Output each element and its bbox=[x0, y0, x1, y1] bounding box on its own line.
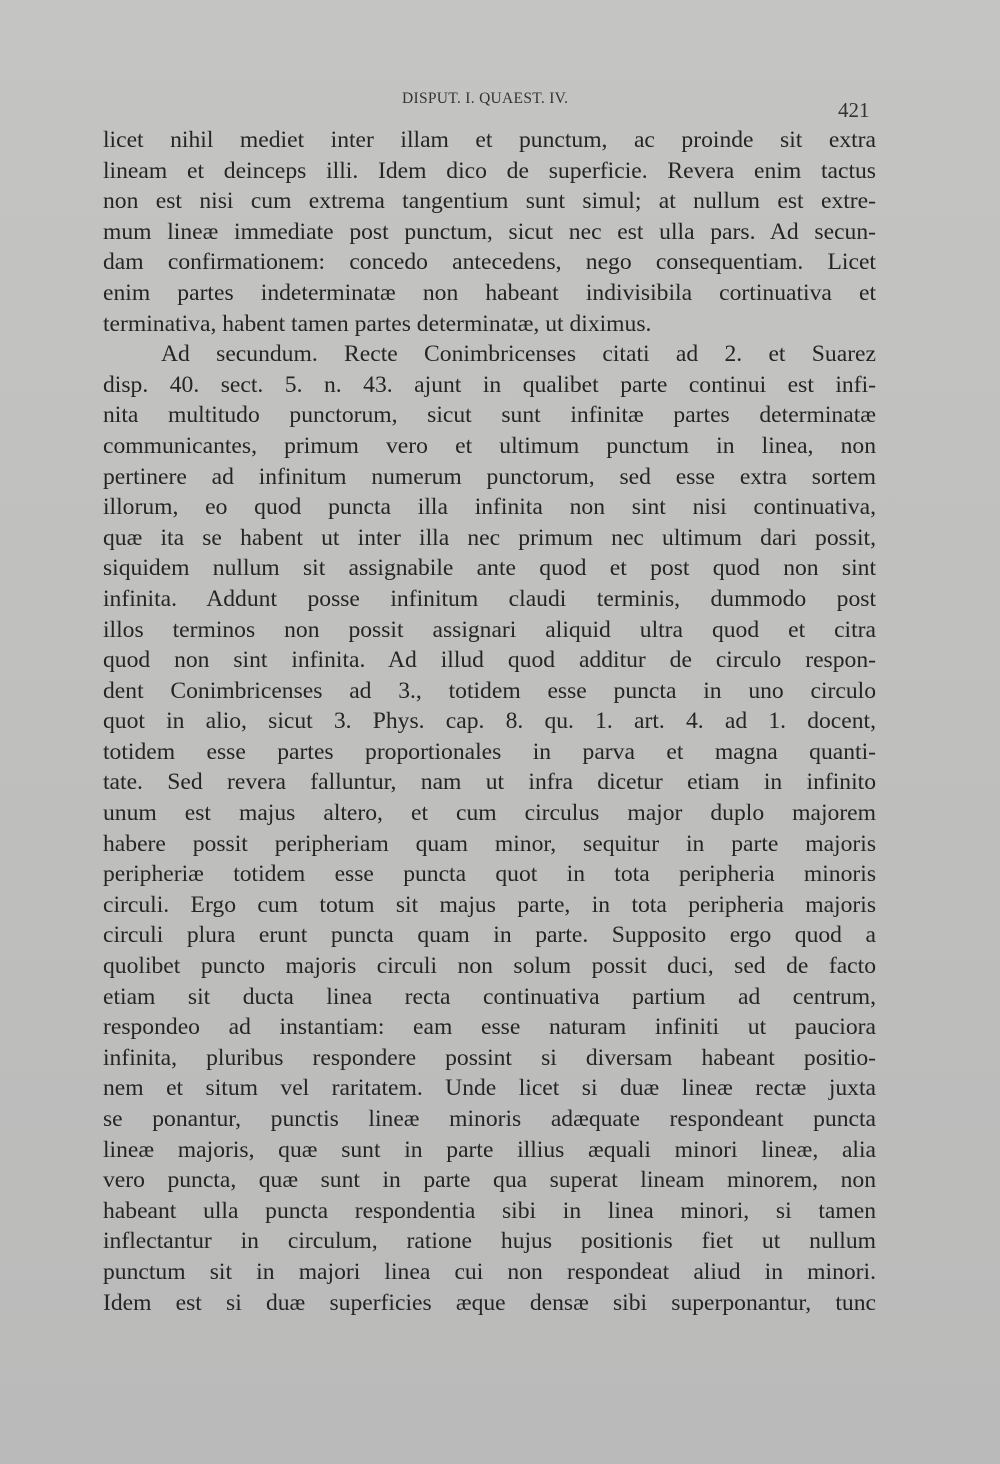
text-line: quot in alio, sicut 3. Phys. cap. 8. qu. 1. art. 4. ad 1. docent, bbox=[103, 708, 876, 735]
text-line: quod non sint infinita. Ad illud quod additur de circulo respon- bbox=[103, 647, 876, 674]
text-line: dent Conimbricenses ad 3., totidem esse puncta in uno circulo bbox=[103, 677, 876, 704]
text-line: infinita, pluribus respondere possint si diversam habeant positio- bbox=[103, 1044, 876, 1071]
text-line: Ad secundum. Recte Conimbricenses citati ad 2. et Suarez bbox=[161, 341, 876, 368]
text-line: punctum sit in majori linea cui non respondeat aliud in minori. bbox=[103, 1258, 876, 1285]
text-line: etiam sit ducta linea recta continuativa partium ad centrum, bbox=[103, 983, 876, 1010]
text-line: inflectantur in circulum, ratione hujus positionis fiet ut nullum bbox=[103, 1228, 876, 1255]
text-line: siquidem nullum sit assignabile ante quod et post quod non sint bbox=[103, 555, 876, 582]
page-number: 421 bbox=[838, 98, 870, 122]
text-line: licet nihil mediet inter illam et punctum, ac proinde sit extra bbox=[103, 127, 876, 153]
text-line: mum lineæ immediate post punctum, sicut nec est ulla pars. Ad secun- bbox=[103, 218, 876, 245]
running-head: DISPUT. I. QUAEST. IV. bbox=[402, 90, 569, 107]
text-line: habere possit peripheriam quam minor, sequitur in parte majoris bbox=[103, 830, 876, 857]
text-line: illos terminos non possit assignari aliquid ultra quod et citra bbox=[103, 616, 876, 643]
text-line: non est nisi cum extrema tangentium sunt simul; at nullum est extre- bbox=[103, 188, 876, 215]
text-line: pertinere ad infinitum numerum punctorum, sed esse extra sortem bbox=[103, 463, 876, 490]
text-line: enim partes indeterminatæ non habeant indivisibila cortinuativa et bbox=[103, 279, 876, 306]
text-line: infinita. Addunt posse infinitum claudi terminis, dummodo post bbox=[103, 585, 876, 612]
text-line: lineæ majoris, quæ sunt in parte illius æquali minori lineæ, alia bbox=[103, 1136, 876, 1163]
text-line: terminativa, habent tamen partes determinatæ, ut diximus. bbox=[103, 310, 652, 337]
text-line: unum est majus altero, et cum circulus major duplo majorem bbox=[103, 800, 876, 827]
text-line: disp. 40. sect. 5. n. 43. ajunt in qualibet parte continui est infi- bbox=[103, 371, 876, 398]
body-text bbox=[103, 125, 876, 1318]
text-line: dam confirmationem: concedo antecedens, nego consequentiam. Licet bbox=[103, 249, 876, 276]
text-line: circuli plura erunt puncta quam in parte. Supposito ergo quod a bbox=[103, 922, 876, 949]
text-line: illorum, eo quod puncta illa infinita non sint nisi continuativa, bbox=[103, 494, 876, 521]
text-line: totidem esse partes proportionales in parva et magna quanti- bbox=[103, 738, 876, 765]
text-line: Idem est si duæ superficies æque densæ sibi superponantur, tunc bbox=[103, 1289, 876, 1316]
text-line: peripheriæ totidem esse puncta quot in tota peripheria minoris bbox=[103, 861, 876, 888]
text-line: lineam et deinceps illi. Idem dico de superficie. Revera enim tactus bbox=[103, 157, 876, 184]
text-line: nem et situm vel raritatem. Unde licet si duæ lineæ rectæ juxta bbox=[103, 1075, 876, 1102]
text-line: quolibet puncto majoris circuli non solum possit duci, sed de facto bbox=[103, 953, 876, 980]
text-line: habeant ulla puncta respondentia sibi in linea minori, si tamen bbox=[103, 1197, 876, 1224]
text-line: communicantes, primum vero et ultimum punctum in linea, non bbox=[103, 432, 876, 459]
text-line: quæ ita se habent ut inter illa nec primum nec ultimum dari possit, bbox=[103, 524, 876, 551]
text-line: nita multitudo punctorum, sicut sunt infinitæ partes determinatæ bbox=[103, 402, 876, 429]
text-line: circuli. Ergo cum totum sit majus parte, in tota peripheria majoris bbox=[103, 891, 876, 918]
text-line: vero puncta, quæ sunt in parte qua superat lineam minorem, non bbox=[103, 1167, 876, 1194]
text-line: tate. Sed revera falluntur, nam ut infra dicetur etiam in infinito bbox=[103, 769, 876, 796]
text-line: respondeo ad instantiam: eam esse naturam infiniti ut pauciora bbox=[103, 1014, 876, 1041]
text-line: se ponantur, punctis lineæ minoris adæquate respondeant puncta bbox=[103, 1106, 876, 1132]
